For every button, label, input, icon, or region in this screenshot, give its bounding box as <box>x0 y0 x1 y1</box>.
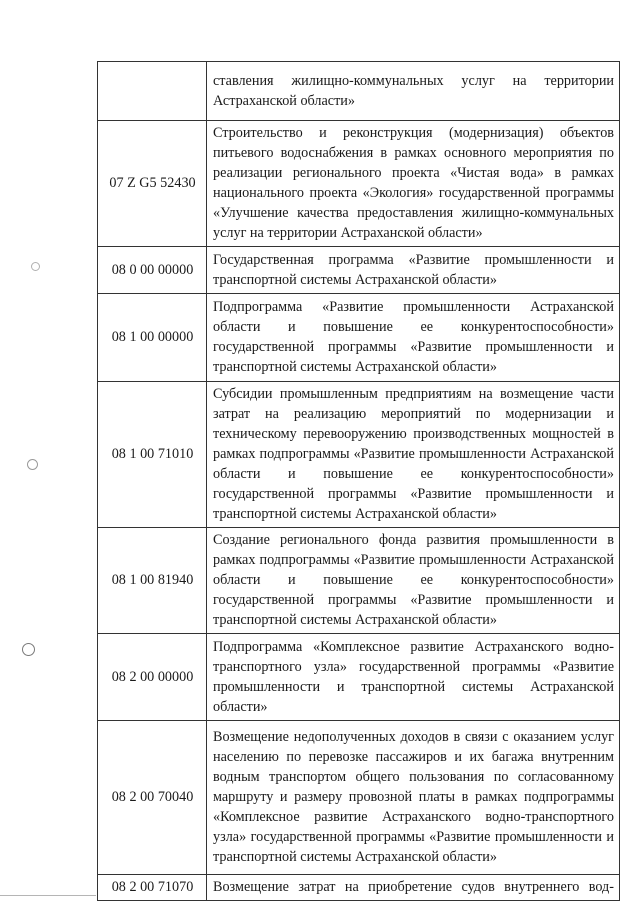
table-row <box>98 382 620 528</box>
footer-rule <box>0 895 96 896</box>
classification-code-cell <box>98 62 207 121</box>
description-cell: Строительство и реконструкция (модернизация) объектов питьевого водоснабжения в рамках основного мероприятия по реализации регионального проекта «Чистая вода» в рамках национального проекта «Экология» государственной программы «Улучшение качества предоставления жилищно-коммунальных услуг на территории Астраханской области» <box>207 121 620 247</box>
table-row <box>98 62 620 121</box>
punch-hole-top <box>31 262 40 271</box>
table-row <box>98 294 620 382</box>
description-cell: Возмещение затрат на приобретение судов внутреннего вод- <box>207 875 620 901</box>
classification-code-cell: 08 1 00 81940 <box>98 528 207 634</box>
classification-code-cell: 08 2 00 71070 <box>98 875 207 901</box>
classification-code-cell: 08 2 00 70040 <box>98 721 207 875</box>
table-row <box>98 721 620 875</box>
classification-code-cell: 08 1 00 00000 <box>98 294 207 382</box>
budget-classification-table <box>97 61 620 901</box>
description-cell: ставления жилищно-коммунальных услуг на территории Астраханской области» <box>207 62 620 121</box>
classification-code-cell: 08 0 00 00000 <box>98 247 207 294</box>
table-row <box>98 247 620 294</box>
classification-code-cell: 08 1 00 71010 <box>98 382 207 528</box>
punch-hole-middle <box>27 459 38 470</box>
punch-hole-bottom <box>22 643 35 656</box>
description-cell: Создание регионального фонда развития промышленности в рамках подпрограммы «Развитие промышленности Астраханской области и повышение ее конкурентоспособности» государственной программы «Развитие промышленности и транспортной системы Астраханской области» <box>207 528 620 634</box>
table-row <box>98 121 620 247</box>
table-row <box>98 528 620 634</box>
description-cell: Подпрограмма «Комплексное развитие Астраханского водно-транспортного узла» государственной программы «Развитие промышленности и транспортной системы Астраханской области» <box>207 634 620 721</box>
description-cell: Подпрограмма «Развитие промышленности Астраханской области и повышение ее конкурентоспособности» государственной программы «Развитие промышленности и транспортной системы Астраханской области» <box>207 294 620 382</box>
description-cell: Субсидии промышленным предприятиям на возмещение части затрат на реализацию мероприятий по модернизации и техническому перевооружению производственных мощностей в рамках подпрограммы «Развитие промышленности Астраханской области и повышение ее конкурентоспособности» государственной программы «Развитие промышленности и транспортной системы Астраханской области» <box>207 382 620 528</box>
classification-code-cell: 07 Z G5 52430 <box>98 121 207 247</box>
table-row <box>98 875 620 901</box>
description-cell: Возмещение недополученных доходов в связи с оказанием услуг населению по перевозке пассажиров и их багажа внутренним водным транспортом общего пользования по согласованному маршруту и размеру провозной платы в рамках подпрограммы «Комплексное развитие Астраханского водно-транспортного узла» государственной программы «Развитие промышленности и транспортной системы Астраханской области» <box>207 721 620 875</box>
description-cell: Государственная программа «Развитие промышленности и транспортной системы Астраханской области» <box>207 247 620 294</box>
classification-code-cell: 08 2 00 00000 <box>98 634 207 721</box>
table-row <box>98 634 620 721</box>
